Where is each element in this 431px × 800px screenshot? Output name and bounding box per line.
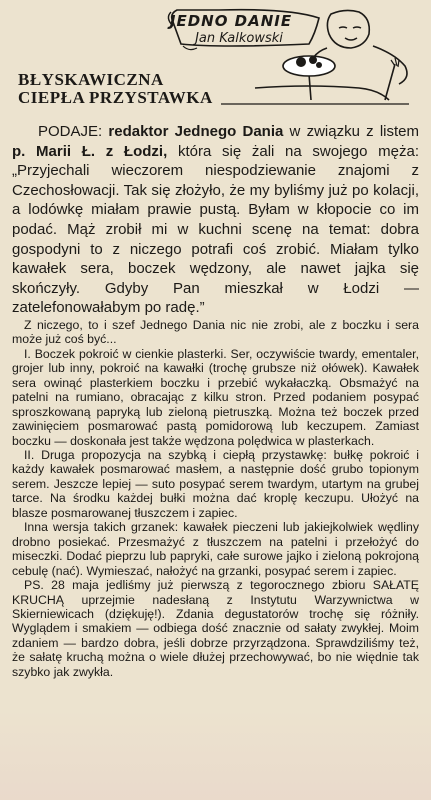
title-line-2: CIEPŁA PRZYSTAWKA [18,88,213,107]
title-line-1: BŁYSKAWICZNA [18,70,164,89]
article-title [18,71,258,107]
logo-author: Jan Kalkowski [195,31,283,46]
lead-rest: która się żali na swojego męża: „Przyjechali wieczorem niespodziewanie znajomi z Czechosłowacji. Tak się złożyło, że my byliśmy już po kolacji, a lodówkę miałam prawie pustą. Byłam w kłopocie co im podać. Mąż zrobił mi w kuchni scenę na temat: dobra gospodyni to z niczego potrafi coś zrobić. Miałam tylko kawałek sera, boczek wędzony, ale nawet jajka się skończyły. Gdyby Pan mieszkał w Łodzi — zatelefonowałabym po radę.” [12,142,419,317]
article-body [12,122,419,679]
lead-intro: PODAJE: [38,123,103,140]
recipe-text [12,318,419,679]
paper-stain [0,710,431,800]
paragraph-recipe-2: II. Druga propozycja na szybką i ciepłą przystawkę: bułkę pokroić i każdy kawałek posmarować masłem, a następnie dość grubo topionym serem. Jeszcze lepiej — suto posypać serem twardym, utartym na grubej tarce. Na środku każdej bułki można dać kroplę keczupu. Ułożyć na blasze posmarowanej tłuszczem i zapiec. [12,448,419,520]
paragraph-intro: Z niczego, to i szef Jednego Dania nic nie zrobi, ale z boczku i sera może już coś być... [12,317,419,347]
paragraph-recipe-1: I. Boczek pokroić w cienkie plasterki. Ser, oczywiście twardy, ementaler, grojer lub inny, pokroić na kawałki (trochę grubsze niż ołówek). Kawałek sera owinąć plasterkiem boczku i przebić wykałaczką. Obsmażyć na patelni na rumiano, obracając z kilku stron. Przed podaniem posypać sproszkowaną papryką lub zieloną pietruszką. Można też boczek przed zawinięciem posmarować pastą pomidorową lub keczupem. Zamiast boczku — doskonała jest także wędzona polędwica w plasterkach. [12,346,419,448]
lead-sender: redaktor Jednego Dania [108,123,284,140]
lead-paragraph [12,122,419,318]
paragraph-variant: Inna wersja takich grzanek: kawałek pieczeni lub jakiejkolwiek wędliny drobno posiekać. Przesmażyć z tłuszczem na patelni i przełożyć do miseczki. Dodać pieprzu lub papryki, całe surowe jajko i zieloną pokrojoną cebulę (nać). Wymieszać, nałożyć na grzanki, posypać serem i zapiec. [12,520,419,578]
logo-title: JEDNO DANIE [169,12,293,30]
paragraph-postscript: PS. 28 maja jedliśmy już pierwszą z tegorocznego zbioru SAŁATĘ KRUCHĄ uprzejmie nadesłaną z Instytutu Warzywnictwa w Skierniewicach (dziękuję!). Zdania degustatorów trochę się różniły. Wyglądem i smakiem — odbiega dość znacznie od sałaty zwykłej. Moim zdaniem — bardzo dobra, jeśli dobrze przyrządzona. Sprawdziliśmy też, że sałatę kruchą można o wiele dłużej przechowywać, bo nie więdnie tak szybko jak zwykła. [12,578,419,679]
lead-middle: w związku z listem [283,123,419,140]
lead-letter-author: p. Marii Ł. z Łodzi, [12,142,168,160]
